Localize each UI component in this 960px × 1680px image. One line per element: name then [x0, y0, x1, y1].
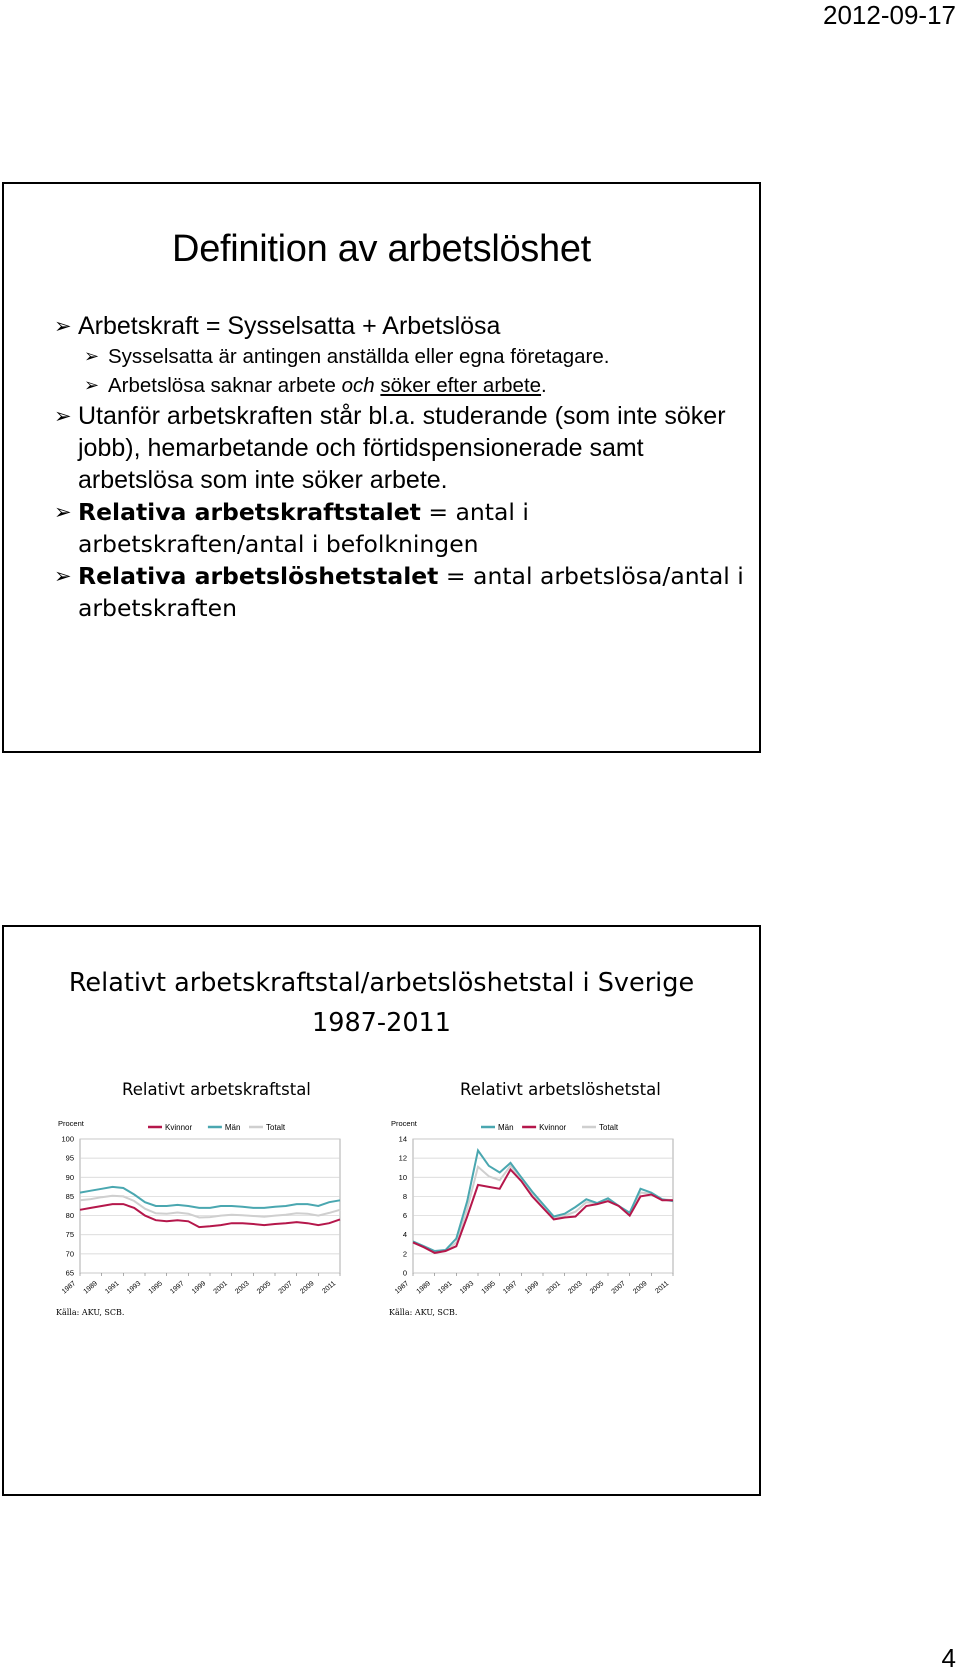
y-tick-label: 95 [65, 1153, 74, 1163]
slide-definition [2, 182, 761, 753]
bullet-relativa-arbetskraftstalet [54, 496, 754, 560]
legend-label: Totalt [266, 1123, 286, 1132]
bullet-text: Utanför arbetskraften står bl.a. studerande (som inte söker jobb), hemarbetande och förtidspensionerade samt arbetslösa som inte söker arbete. [78, 402, 726, 494]
y-axis-label: Procent [58, 1119, 84, 1128]
x-tick-label: 2007 [277, 1280, 294, 1296]
y-tick-label: 85 [65, 1191, 74, 1201]
x-tick-label: 1991 [437, 1280, 454, 1296]
x-tick-label: 1993 [125, 1280, 143, 1296]
slide-title [4, 963, 759, 1043]
chart-source: Källa: AKU, SCB. [389, 1308, 458, 1317]
x-tick-label: 1987 [393, 1280, 411, 1296]
slide-title-line: 1987-2011 [312, 1008, 451, 1038]
chart-caption-right: Relativt arbetslöshetstal [460, 1080, 661, 1099]
x-tick-label: 2005 [588, 1280, 606, 1296]
bullet-relativa-arbetsloshetstalet [54, 560, 754, 624]
x-tick-label: 2009 [632, 1280, 649, 1296]
y-tick-label: 6 [402, 1211, 407, 1221]
slide-charts [2, 925, 761, 1496]
y-tick-label: 0 [402, 1268, 407, 1278]
bullet-text: Arbetslösa saknar arbete [108, 374, 342, 397]
y-tick-label: 8 [402, 1191, 407, 1201]
x-tick-label: 2009 [299, 1280, 316, 1296]
x-tick-label: 2001 [545, 1280, 562, 1296]
x-tick-label: 2011 [321, 1280, 338, 1296]
slide-title: Definition av arbetslöshet [172, 228, 591, 270]
y-tick-label: 100 [61, 1134, 74, 1144]
y-axis-label: Procent [391, 1119, 417, 1128]
bullet-arbetskraft [54, 310, 754, 342]
x-tick-label: 2003 [234, 1280, 251, 1296]
y-tick-label: 14 [398, 1134, 407, 1144]
x-tick-label: 2011 [654, 1280, 671, 1296]
y-tick-label: 4 [402, 1230, 407, 1240]
bullet-term: Relativa arbetslöshetstalet [78, 562, 439, 590]
x-tick-label: 1999 [523, 1280, 541, 1296]
bullet-text: Sysselsatta är antingen anställda eller egna företagare. [108, 345, 610, 368]
legend-label: Kvinnor [165, 1123, 193, 1132]
arrow-bullet-icon: ➢ [54, 564, 72, 588]
chart-arbetskraftstal [56, 1115, 366, 1320]
y-tick-label: 75 [65, 1230, 74, 1240]
y-tick-label: 80 [65, 1211, 74, 1221]
x-tick-label: 2001 [212, 1280, 229, 1296]
subbullet-arbetslosa [54, 371, 754, 400]
bullet-text: = antal arbetslösa/antal i arbetskraften [78, 562, 744, 622]
chart-source: Källa: AKU, SCB. [56, 1308, 125, 1317]
subbullet-sysselsatta [54, 342, 754, 371]
arrow-bullet-icon: ➢ [54, 314, 72, 338]
bullet-text: . [541, 374, 547, 397]
y-tick-label: 10 [398, 1172, 407, 1182]
bullet-text-italic: och [341, 374, 375, 397]
y-tick-label: 65 [65, 1268, 74, 1278]
x-tick-label: 1989 [415, 1280, 432, 1296]
chart-caption-left: Relativt arbetskraftstal [122, 1080, 311, 1099]
bullet-text: Arbetskraft = Sysselsatta + Arbetslösa [78, 312, 501, 340]
page-number: 4 [941, 1643, 956, 1673]
x-tick-label: 1991 [104, 1280, 121, 1296]
x-tick-label: 1987 [60, 1280, 78, 1296]
chart-arbetsloshetstal [389, 1115, 699, 1320]
legend-label: Män [498, 1123, 514, 1132]
x-tick-label: 1997 [169, 1280, 186, 1296]
x-tick-label: 1997 [502, 1280, 519, 1296]
y-tick-label: 12 [398, 1153, 407, 1163]
x-tick-label: 2003 [567, 1280, 584, 1296]
bullet-term: Relativa arbetskraftstalet [78, 498, 421, 526]
slide-title-line: Relativt arbetskraftstal/arbetslöshetstal i Sverige [68, 968, 695, 998]
arrow-bullet-icon: ➢ [54, 500, 72, 524]
y-tick-label: 90 [65, 1172, 74, 1182]
arrow-bullet-icon: ➢ [84, 346, 100, 367]
bullet-text: = antal i arbetskraften/antal i befolkningen [78, 498, 529, 558]
bullet-list [54, 310, 754, 624]
legend-label: Totalt [599, 1123, 619, 1132]
arrow-bullet-icon: ➢ [54, 404, 72, 428]
legend-label: Män [224, 1123, 241, 1132]
plot-area [80, 1139, 340, 1273]
x-tick-label: 1989 [82, 1280, 99, 1296]
legend-label: Kvinnor [539, 1123, 567, 1132]
y-tick-label: 2 [402, 1249, 407, 1259]
bullet-text-underlined: söker efter arbete [380, 374, 542, 397]
x-tick-label: 2007 [610, 1280, 627, 1296]
page-date: 2012-09-17 [823, 0, 956, 30]
x-tick-label: 1993 [458, 1280, 476, 1296]
bullet-utanfor [54, 400, 754, 496]
x-tick-label: 1999 [190, 1280, 208, 1296]
x-tick-label: 1995 [147, 1280, 164, 1296]
y-tick-label: 70 [65, 1249, 74, 1259]
x-tick-label: 1995 [480, 1280, 497, 1296]
arrow-bullet-icon: ➢ [84, 375, 100, 396]
x-tick-label: 2005 [255, 1280, 273, 1296]
